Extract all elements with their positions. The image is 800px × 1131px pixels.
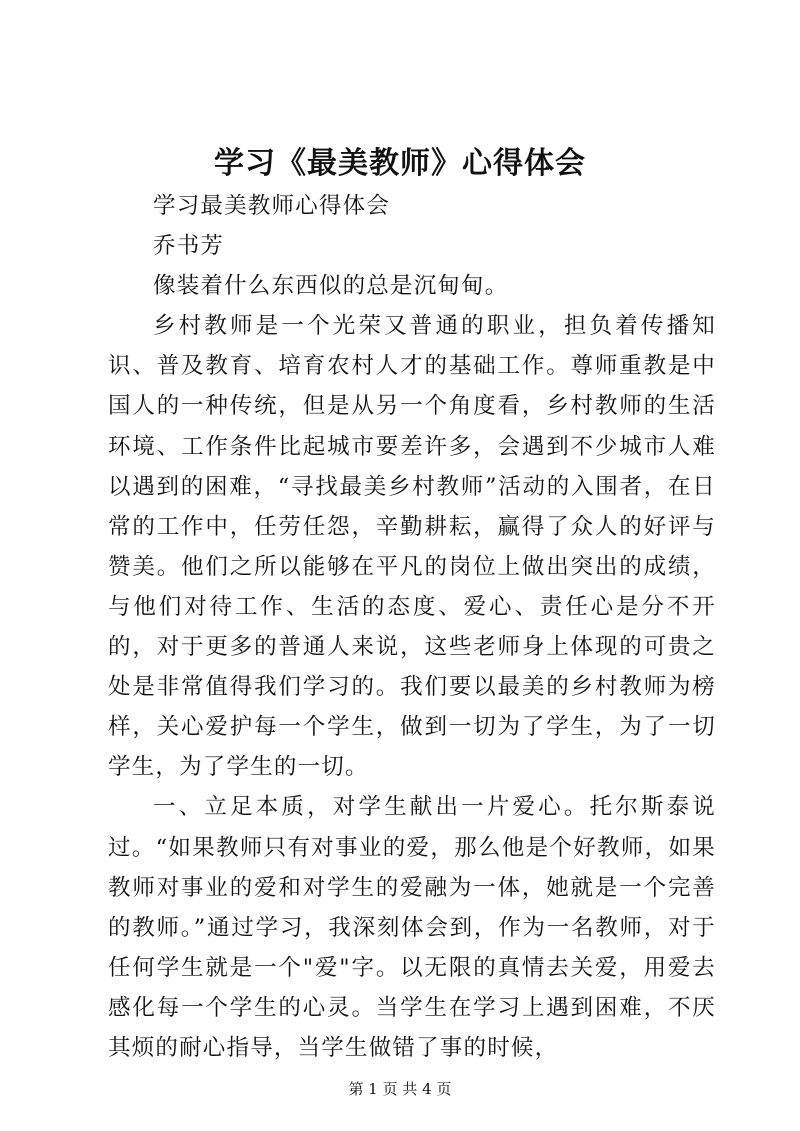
document-body: [108, 186, 716, 1068]
body-paragraph: 像装着什么东西似的总是沉甸甸。: [153, 273, 509, 300]
body-paragraph: 一、立足本质，对学生献出一片爱心。托尔斯泰说过。“如果教师只有对事业的爱，那么他是个好教师，如果教师对事业的爱和对学生的爱融为一体，她就是一个完善的教师。”通过学习，我深刻体会到，作为一名教师，对于任何学生就是一个"爱"字。以无限的真情去关爱，用爱去感化每一个学生的心灵。当学生在学习上遇到困难，不厌其烦的耐心指导，当学生做错了事的时候，: [108, 794, 716, 1061]
subtitle-paragraph: 学习最美教师心得体会: [153, 193, 391, 219]
document-title: 学习《最美教师》心得体会: [214, 146, 586, 181]
author-paragraph: 乔书芳: [153, 233, 225, 260]
page-number-footer: 第 1 页 共 4 页: [348, 1080, 452, 1098]
body-paragraph: 乡村教师是一个光荣又普通的职业，担负着传播知识、普及教育、培育农村人才的基础工作。尊师重教是中国人的一种传统，但是从另一个角度看，乡村教师的生活环境、工作条件比起城市要差许多，会遇到不少城市人难以遇到的困难，“寻找最美乡村教师”活动的入围者，在日常的工作中，任劳任怨，辛勤耕耘，赢得了众人的好评与赞美。他们之所以能够在平凡的岗位上做出突出的成绩，与他们对待工作、生活的态度、爱心、责任心是分不开的，对于更多的普通人来说，这些老师身上体现的可贵之处是非常值得我们学习的。我们要以最美的乡村教师为榜样，关心爱护每一个学生，做到一切为了学生，为了一切学生，为了学生的一切。: [108, 313, 716, 781]
